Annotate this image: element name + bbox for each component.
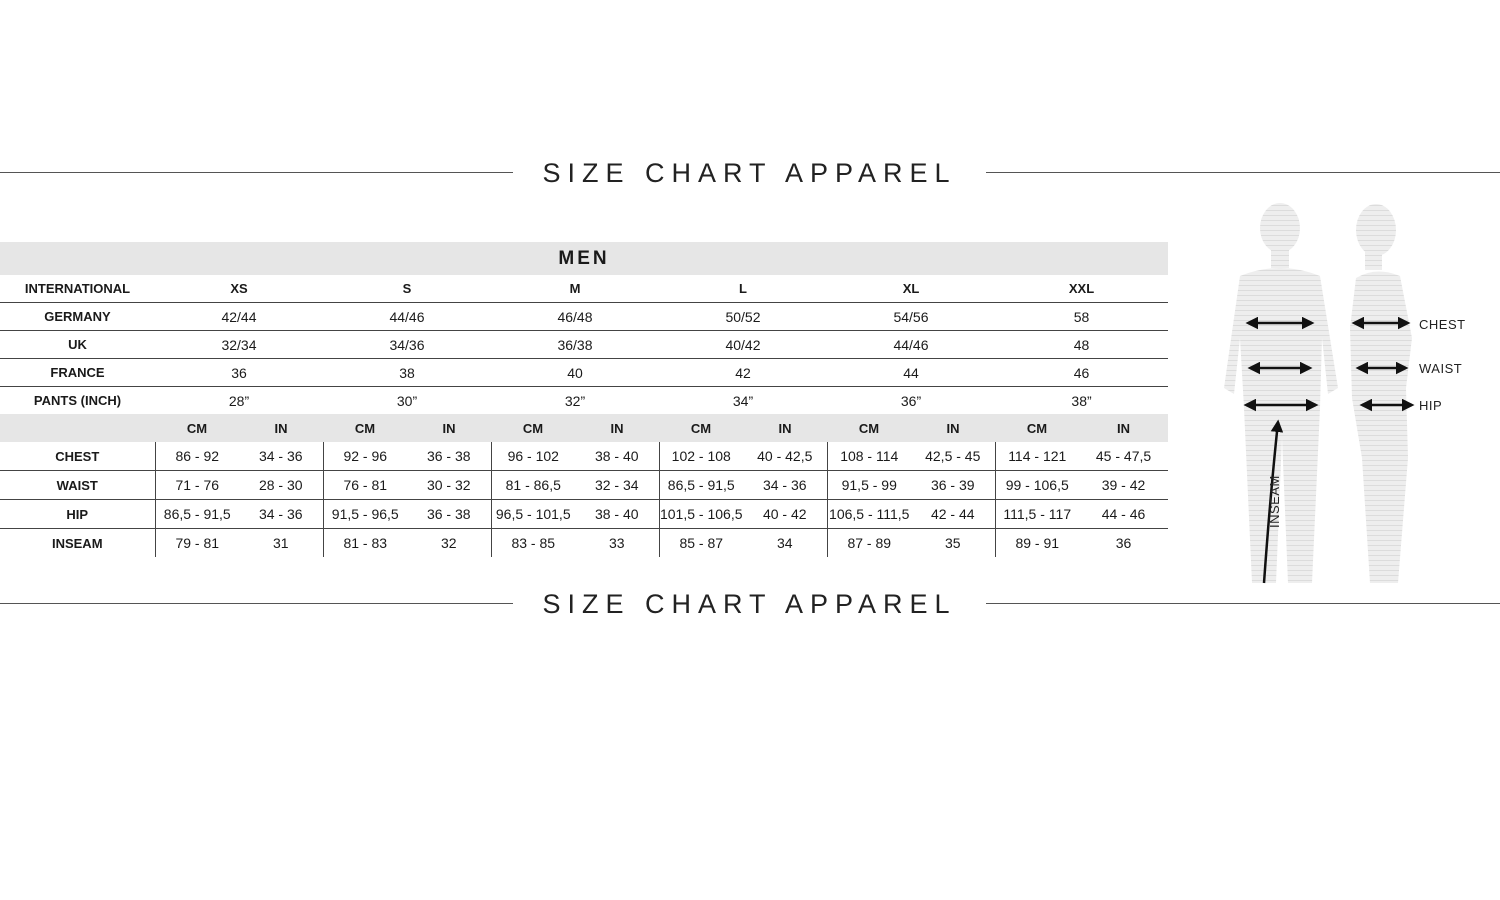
table-cell: 45 - 47,5 (1079, 442, 1168, 471)
unit-cm-header: CM (155, 414, 239, 442)
row-label: GERMANY (0, 303, 155, 331)
table-cell: 86,5 - 91,5 (659, 471, 743, 500)
table-cell: 44/46 (827, 331, 995, 359)
table-cell: 30 - 32 (407, 471, 491, 500)
measurement-row (0, 500, 1168, 529)
table-cell: 42 - 44 (911, 500, 995, 529)
row-label: CHEST (0, 442, 155, 471)
table-cell: 28” (228, 392, 250, 409)
chest-label: CHEST (1419, 317, 1466, 332)
table-cell: 33 (608, 535, 625, 551)
table-heading: MEN (0, 242, 1168, 275)
body-silhouettes-icon (1200, 198, 1500, 588)
table-cell: 86,5 - 91,5 (155, 500, 239, 529)
table-cell: 44/46 (323, 303, 491, 331)
unit-in-header: IN (239, 414, 323, 442)
table-cell: 114 - 121 (995, 442, 1079, 471)
table-cell: 40 - 42,5 (743, 442, 827, 471)
inseam-label: INSEAM (1267, 475, 1282, 528)
title-divider-left (0, 172, 513, 173)
table-cell: 42/44 (155, 303, 323, 331)
table-cell: 46 (995, 359, 1168, 387)
unit-in-header: IN (575, 414, 659, 442)
table-cell: 81 - 83 (323, 529, 407, 558)
table-cell: 85 - 87 (659, 529, 743, 558)
size-table (0, 242, 1168, 557)
table-cell: 35 (944, 535, 961, 551)
table-cell: 39 - 42 (1079, 471, 1168, 500)
table-cell: 38” (1071, 392, 1092, 409)
title-row (0, 158, 1500, 188)
table-cell: XL (827, 275, 995, 303)
table-cell: 38 - 40 (575, 500, 659, 529)
conversion-row (0, 331, 1168, 359)
table-cell: 30” (396, 392, 418, 409)
table-cell: XXL (995, 275, 1168, 303)
table-cell: 46/48 (491, 303, 659, 331)
table-cell: 76 - 81 (323, 471, 407, 500)
table-cell: 54/56 (827, 303, 995, 331)
measurement-row (0, 442, 1168, 471)
page-title: SIZE CHART APPAREL (542, 158, 957, 188)
conversion-row (0, 275, 1168, 303)
table-cell: 32/34 (155, 331, 323, 359)
footer-divider-left (0, 603, 513, 604)
table-cell: 40 (491, 359, 659, 387)
table-cell: 32” (564, 392, 586, 409)
table-cell: 44 - 46 (1079, 500, 1168, 529)
table-cell: 36 (1115, 535, 1132, 551)
row-label: INTERNATIONAL (0, 275, 155, 303)
table-cell: 99 - 106,5 (995, 471, 1079, 500)
footer-title: SIZE CHART APPAREL (542, 589, 957, 619)
footer-divider-right (986, 603, 1500, 604)
row-label: PANTS (INCH) (33, 393, 122, 408)
table-cell: 89 - 91 (995, 529, 1079, 558)
table-cell: 36 - 39 (911, 471, 995, 500)
unit-in-header: IN (1079, 414, 1168, 442)
body-figure (1200, 198, 1500, 588)
table-cell: 34 (776, 535, 793, 551)
table-cell: 32 - 34 (575, 471, 659, 500)
table-cell: 42 (659, 359, 827, 387)
table-cell: 40/42 (659, 331, 827, 359)
title-divider-right (986, 172, 1500, 173)
side-figure (1350, 204, 1412, 583)
row-label: WAIST (0, 471, 155, 500)
table-cell: L (659, 275, 827, 303)
table-cell: S (323, 275, 491, 303)
table-cell: 28 - 30 (239, 471, 323, 500)
table-cell: 106,5 - 111,5 (827, 500, 911, 529)
table-cell: 83 - 85 (491, 529, 575, 558)
units-row (0, 414, 1168, 442)
table-cell: 87 - 89 (827, 529, 911, 558)
table-cell: 44 (827, 359, 995, 387)
units-spacer (0, 414, 155, 442)
table-cell: 34 - 36 (743, 471, 827, 500)
table-cell: 34” (732, 392, 754, 409)
table-cell: 96 - 102 (491, 442, 575, 471)
table-cell: 50/52 (659, 303, 827, 331)
footer-title-row (0, 589, 1500, 619)
table-cell: 36/38 (491, 331, 659, 359)
unit-in-header: IN (911, 414, 995, 442)
table-cell: 101,5 - 106,5 (659, 500, 743, 529)
row-label: HIP (0, 500, 155, 529)
row-label: INSEAM (51, 535, 103, 551)
table-cell: 32 (440, 535, 457, 551)
conversion-row (0, 387, 1168, 415)
table-cell: 42,5 - 45 (911, 442, 995, 471)
unit-cm-header: CM (323, 414, 407, 442)
unit-in-header: IN (743, 414, 827, 442)
table-cell: 36 (155, 359, 323, 387)
table-cell: 34 - 36 (239, 500, 323, 529)
table-cell: 111,5 - 117 (995, 500, 1079, 529)
table-cell: 38 - 40 (575, 442, 659, 471)
table-cell: 40 - 42 (743, 500, 827, 529)
table-cell: 71 - 76 (155, 471, 239, 500)
table-cell: 91,5 - 96,5 (323, 500, 407, 529)
table-cell: 36 - 38 (407, 500, 491, 529)
table-cell: 102 - 108 (659, 442, 743, 471)
unit-cm-header: CM (827, 414, 911, 442)
table-cell: 38 (323, 359, 491, 387)
table-cell: 31 (272, 535, 289, 551)
unit-cm-header: CM (659, 414, 743, 442)
table-cell: 86 - 92 (155, 442, 239, 471)
table-cell: 34 - 36 (239, 442, 323, 471)
conversion-row (0, 303, 1168, 331)
unit-cm-header: CM (491, 414, 575, 442)
table-cell: 91,5 - 99 (827, 471, 911, 500)
table-cell: 58 (995, 303, 1168, 331)
table-cell: 48 (995, 331, 1168, 359)
hip-label: HIP (1419, 398, 1443, 413)
table-cell: 36 - 38 (407, 442, 491, 471)
row-label: UK (0, 331, 155, 359)
measurement-row (0, 529, 1168, 558)
table-cell: 79 - 81 (155, 529, 239, 558)
measurement-row (0, 471, 1168, 500)
table-cell: 81 - 86,5 (491, 471, 575, 500)
table-cell: 96,5 - 101,5 (491, 500, 575, 529)
waist-label: WAIST (1419, 361, 1463, 376)
table-cell: XS (155, 275, 323, 303)
table-cell: 108 - 114 (827, 442, 911, 471)
table-cell: 34/36 (323, 331, 491, 359)
unit-cm-header: CM (995, 414, 1079, 442)
row-label: FRANCE (0, 359, 155, 387)
table-cell: 36” (900, 392, 922, 409)
table-cell: M (491, 275, 659, 303)
table-cell: 92 - 96 (323, 442, 407, 471)
men-heading-row (0, 242, 1168, 275)
conversion-row (0, 359, 1168, 387)
unit-in-header: IN (407, 414, 491, 442)
